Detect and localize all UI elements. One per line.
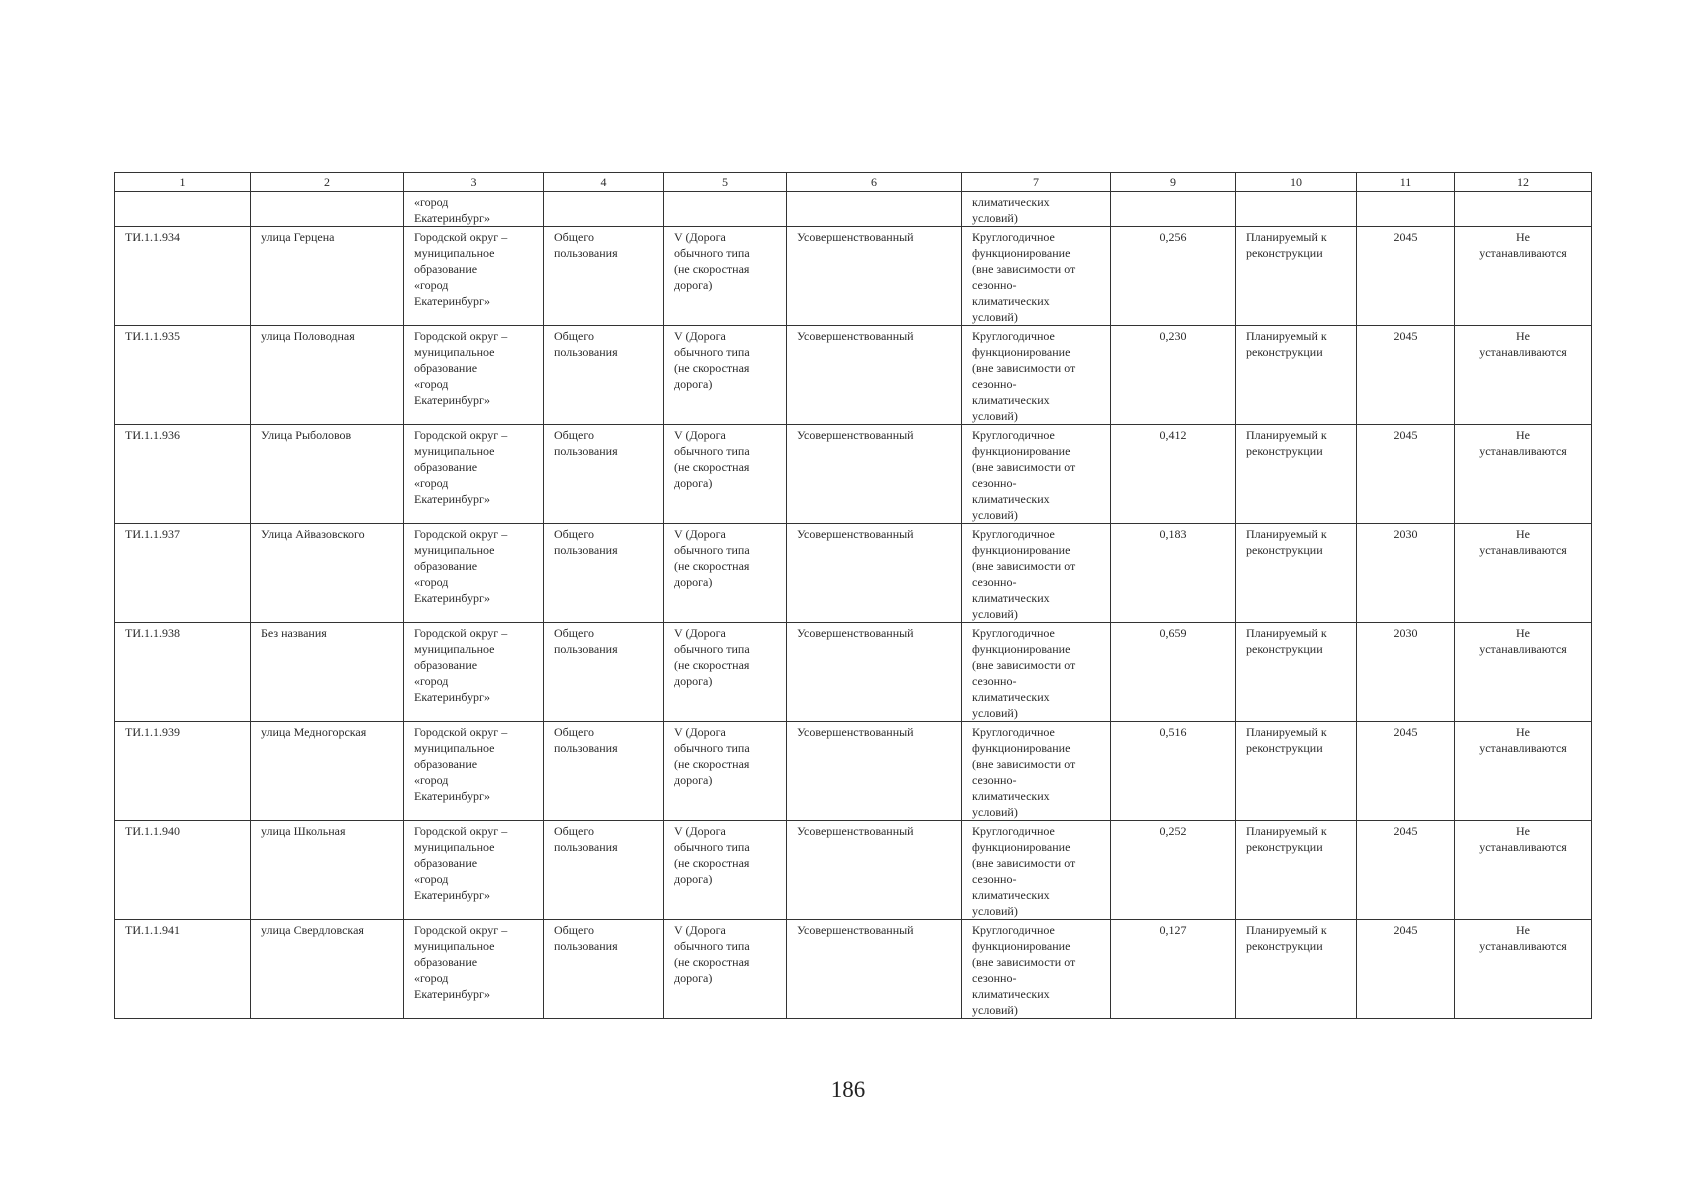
table-row [115, 821, 1592, 920]
cell-length: 0,256 [1111, 227, 1236, 326]
cell-name: Без названия [251, 623, 404, 722]
cell-id: ТИ.1.1.941 [115, 920, 251, 1019]
cell-mode: Круглогодичное функционирование (вне зависимости от сезонно- климатических условий) [962, 524, 1111, 623]
cell-note: Не устанавливаются [1455, 524, 1592, 623]
cell-owner: Городской округ – муниципальное образование «город Екатеринбург» [404, 623, 544, 722]
cell-mode: Круглогодичное функционирование (вне зависимости от сезонно- климатических условий) [962, 425, 1111, 524]
cell-owner: Городской округ – муниципальное образование «город Екатеринбург» [404, 227, 544, 326]
cell-surface: Усовершенствованный [787, 227, 962, 326]
cell-purpose: Общего пользования [544, 722, 664, 821]
cell-note: Не устанавливаются [1455, 722, 1592, 821]
cell-status: Планируемый к реконструкции [1236, 326, 1357, 425]
cell-category: V (Дорога обычного типа (не скоростная дорога) [664, 425, 787, 524]
table-row [115, 524, 1592, 623]
cell-surface: Усовершенствованный [787, 623, 962, 722]
column-header: 12 [1455, 173, 1592, 192]
header-row [115, 173, 1592, 192]
cell-note: Не устанавливаются [1455, 920, 1592, 1019]
table-cell [787, 192, 962, 227]
cell-category: V (Дорога обычного типа (не скоростная дорога) [664, 524, 787, 623]
table-cell [1455, 192, 1592, 227]
column-header: 5 [664, 173, 787, 192]
cell-category: V (Дорога обычного типа (не скоростная дорога) [664, 821, 787, 920]
cell-year: 2030 [1357, 623, 1455, 722]
cell-purpose: Общего пользования [544, 326, 664, 425]
table-cell [1111, 192, 1236, 227]
cell-status: Планируемый к реконструкции [1236, 722, 1357, 821]
cell-purpose: Общего пользования [544, 623, 664, 722]
cell-owner: Городской округ – муниципальное образование «город Екатеринбург» [404, 425, 544, 524]
cell-year: 2045 [1357, 920, 1455, 1019]
cell-owner: Городской округ – муниципальное образование «город Екатеринбург» [404, 326, 544, 425]
cell-length: 0,412 [1111, 425, 1236, 524]
column-header: 4 [544, 173, 664, 192]
cell-status: Планируемый к реконструкции [1236, 821, 1357, 920]
cell-status: Планируемый к реконструкции [1236, 524, 1357, 623]
cell-length: 0,183 [1111, 524, 1236, 623]
cell-purpose: Общего пользования [544, 821, 664, 920]
cell-mode: Круглогодичное функционирование (вне зависимости от сезонно- климатических условий) [962, 821, 1111, 920]
table-cell: «город Екатеринбург» [404, 192, 544, 227]
cell-year: 2030 [1357, 524, 1455, 623]
page-number: 186 [830, 1077, 866, 1102]
table-cell [251, 192, 404, 227]
cell-id: ТИ.1.1.940 [115, 821, 251, 920]
cell-mode: Круглогодичное функционирование (вне зависимости от сезонно- климатических условий) [962, 722, 1111, 821]
column-header: 11 [1357, 173, 1455, 192]
cell-id: ТИ.1.1.934 [115, 227, 251, 326]
column-header: 7 [962, 173, 1111, 192]
table-row [115, 425, 1592, 524]
cell-length: 0,230 [1111, 326, 1236, 425]
cell-mode: Круглогодичное функционирование (вне зависимости от сезонно- климатических условий) [962, 326, 1111, 425]
column-header: 9 [1111, 173, 1236, 192]
cell-length: 0,127 [1111, 920, 1236, 1019]
table-cell [1357, 192, 1455, 227]
column-header: 2 [251, 173, 404, 192]
cell-length: 0,659 [1111, 623, 1236, 722]
cell-name: Улица Айвазовского [251, 524, 404, 623]
column-header: 6 [787, 173, 962, 192]
cell-note: Не устанавливаются [1455, 623, 1592, 722]
cell-surface: Усовершенствованный [787, 326, 962, 425]
table-row [115, 227, 1592, 326]
cell-surface: Усовершенствованный [787, 920, 962, 1019]
cell-purpose: Общего пользования [544, 227, 664, 326]
table-row [115, 920, 1592, 1019]
table-row [115, 722, 1592, 821]
table-row [115, 623, 1592, 722]
cell-id: ТИ.1.1.939 [115, 722, 251, 821]
cell-category: V (Дорога обычного типа (не скоростная дорога) [664, 623, 787, 722]
continuation-row [115, 192, 1592, 227]
cell-note: Не устанавливаются [1455, 326, 1592, 425]
table-cell: климатических условий) [962, 192, 1111, 227]
cell-note: Не устанавливаются [1455, 821, 1592, 920]
cell-length: 0,516 [1111, 722, 1236, 821]
cell-category: V (Дорога обычного типа (не скоростная дорога) [664, 722, 787, 821]
cell-id: ТИ.1.1.938 [115, 623, 251, 722]
cell-owner: Городской округ – муниципальное образование «город Екатеринбург» [404, 722, 544, 821]
cell-id: ТИ.1.1.936 [115, 425, 251, 524]
cell-name: улица Герцена [251, 227, 404, 326]
table-cell [544, 192, 664, 227]
cell-year: 2045 [1357, 722, 1455, 821]
cell-purpose: Общего пользования [544, 425, 664, 524]
cell-name: Улица Рыболовов [251, 425, 404, 524]
cell-note: Не устанавливаются [1455, 227, 1592, 326]
cell-name: улица Медногорская [251, 722, 404, 821]
cell-surface: Усовершенствованный [787, 425, 962, 524]
cell-id: ТИ.1.1.937 [115, 524, 251, 623]
cell-note: Не устанавливаются [1455, 425, 1592, 524]
data-table [114, 172, 1592, 1019]
table-cell [115, 192, 251, 227]
cell-mode: Круглогодичное функционирование (вне зависимости от сезонно- климатических условий) [962, 920, 1111, 1019]
cell-name: улица Свердловская [251, 920, 404, 1019]
cell-status: Планируемый к реконструкции [1236, 920, 1357, 1019]
cell-category: V (Дорога обычного типа (не скоростная дорога) [664, 227, 787, 326]
cell-category: V (Дорога обычного типа (не скоростная дорога) [664, 920, 787, 1019]
cell-purpose: Общего пользования [544, 920, 664, 1019]
cell-surface: Усовершенствованный [787, 722, 962, 821]
cell-mode: Круглогодичное функционирование (вне зависимости от сезонно- климатических условий) [962, 623, 1111, 722]
cell-name: улица Школьная [251, 821, 404, 920]
cell-status: Планируемый к реконструкции [1236, 623, 1357, 722]
cell-owner: Городской округ – муниципальное образование «город Екатеринбург» [404, 821, 544, 920]
cell-mode: Круглогодичное функционирование (вне зависимости от сезонно- климатических условий) [962, 227, 1111, 326]
cell-name: улица Половодная [251, 326, 404, 425]
cell-owner: Городской округ – муниципальное образование «город Екатеринбург» [404, 920, 544, 1019]
cell-id: ТИ.1.1.935 [115, 326, 251, 425]
cell-purpose: Общего пользования [544, 524, 664, 623]
cell-year: 2045 [1357, 821, 1455, 920]
cell-status: Планируемый к реконструкции [1236, 227, 1357, 326]
table-cell [1236, 192, 1357, 227]
table-row [115, 326, 1592, 425]
cell-year: 2045 [1357, 326, 1455, 425]
cell-owner: Городской округ – муниципальное образование «город Екатеринбург» [404, 524, 544, 623]
cell-surface: Усовершенствованный [787, 524, 962, 623]
table-cell [664, 192, 787, 227]
cell-year: 2045 [1357, 227, 1455, 326]
column-header: 10 [1236, 173, 1357, 192]
cell-category: V (Дорога обычного типа (не скоростная дорога) [664, 326, 787, 425]
column-header: 3 [404, 173, 544, 192]
column-header: 1 [115, 173, 251, 192]
cell-surface: Усовершенствованный [787, 821, 962, 920]
cell-length: 0,252 [1111, 821, 1236, 920]
cell-year: 2045 [1357, 425, 1455, 524]
cell-status: Планируемый к реконструкции [1236, 425, 1357, 524]
